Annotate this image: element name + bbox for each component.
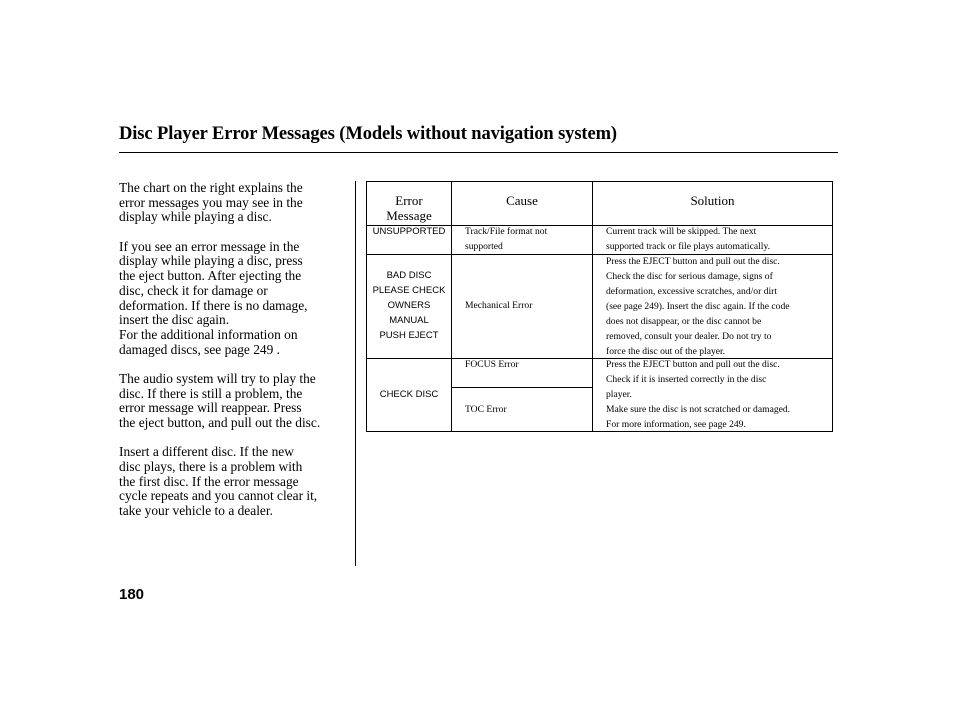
table-cause-divider	[452, 387, 592, 388]
column-divider	[355, 181, 356, 566]
header-solution: Solution	[690, 193, 735, 208]
row-check-disc-message: CHECK DISC	[379, 389, 439, 400]
intro-paragraph: If you see an error message in the display while playing a disc, press the eject button. After ejecting the disc, check it for damage or deformation. If there is no damage, insert the disc again. For the additional information on damaged discs, see page 249 .	[119, 238, 308, 357]
row-check-disc-solution: Press the EJECT button and pull out the disc. Check if it is inserted correctly in the disc player. Make sure the disc is not scratched or damaged. For more information, see page 249.	[606, 359, 791, 430]
header-cause: Cause	[506, 193, 538, 208]
page-number: 180	[119, 586, 145, 603]
intro-paragraph: The chart on the right explains the error messages you may see in the display while playing a disc.	[119, 180, 303, 225]
row-check-disc-cause-focus: FOCUS Error	[465, 359, 519, 370]
row-bad-disc-message: BAD DISC PLEASE CHECK OWNERS MANUAL PUSH EJECT	[372, 270, 446, 341]
intro-paragraph: Insert a different disc. If the new disc plays, there is a problem with the first disc. If the error message cycle repeats and you cannot clear it, take your vehicle to a dealer.	[119, 444, 318, 519]
row-bad-disc-solution: Press the EJECT button and pull out the disc. Check the disc for serious damage, signs of deformation, excessive scratches, and/or dirt (see page 249). Insert the disc again. If the code does not disappear, or the disc cannot be removed, consult your dealer. Do not try to force the disc out of the player.	[606, 256, 790, 357]
row-check-disc-cause-toc: TOC Error	[465, 404, 507, 415]
table-col-divider	[451, 182, 452, 431]
header-error-message: Error Message	[386, 193, 432, 223]
row-bad-disc-cause: Mechanical Error	[465, 300, 533, 311]
title-rule	[119, 152, 838, 153]
table-col-divider	[592, 182, 593, 431]
error-messages-table	[366, 181, 833, 432]
row-unsupported-message: UNSUPPORTED	[372, 226, 446, 237]
row-unsupported-cause: Track/File format not supported	[465, 226, 548, 252]
row-unsupported-solution: Current track will be skipped. The next supported track or file plays automatically.	[606, 226, 771, 252]
intro-paragraph: The audio system will try to play the disc. If there is still a problem, the error message will reappear. Press the eject button, and pull out the disc.	[119, 370, 321, 431]
intro-text	[119, 181, 353, 533]
page-title: Disc Player Error Messages (Models without navigation system)	[119, 124, 617, 144]
